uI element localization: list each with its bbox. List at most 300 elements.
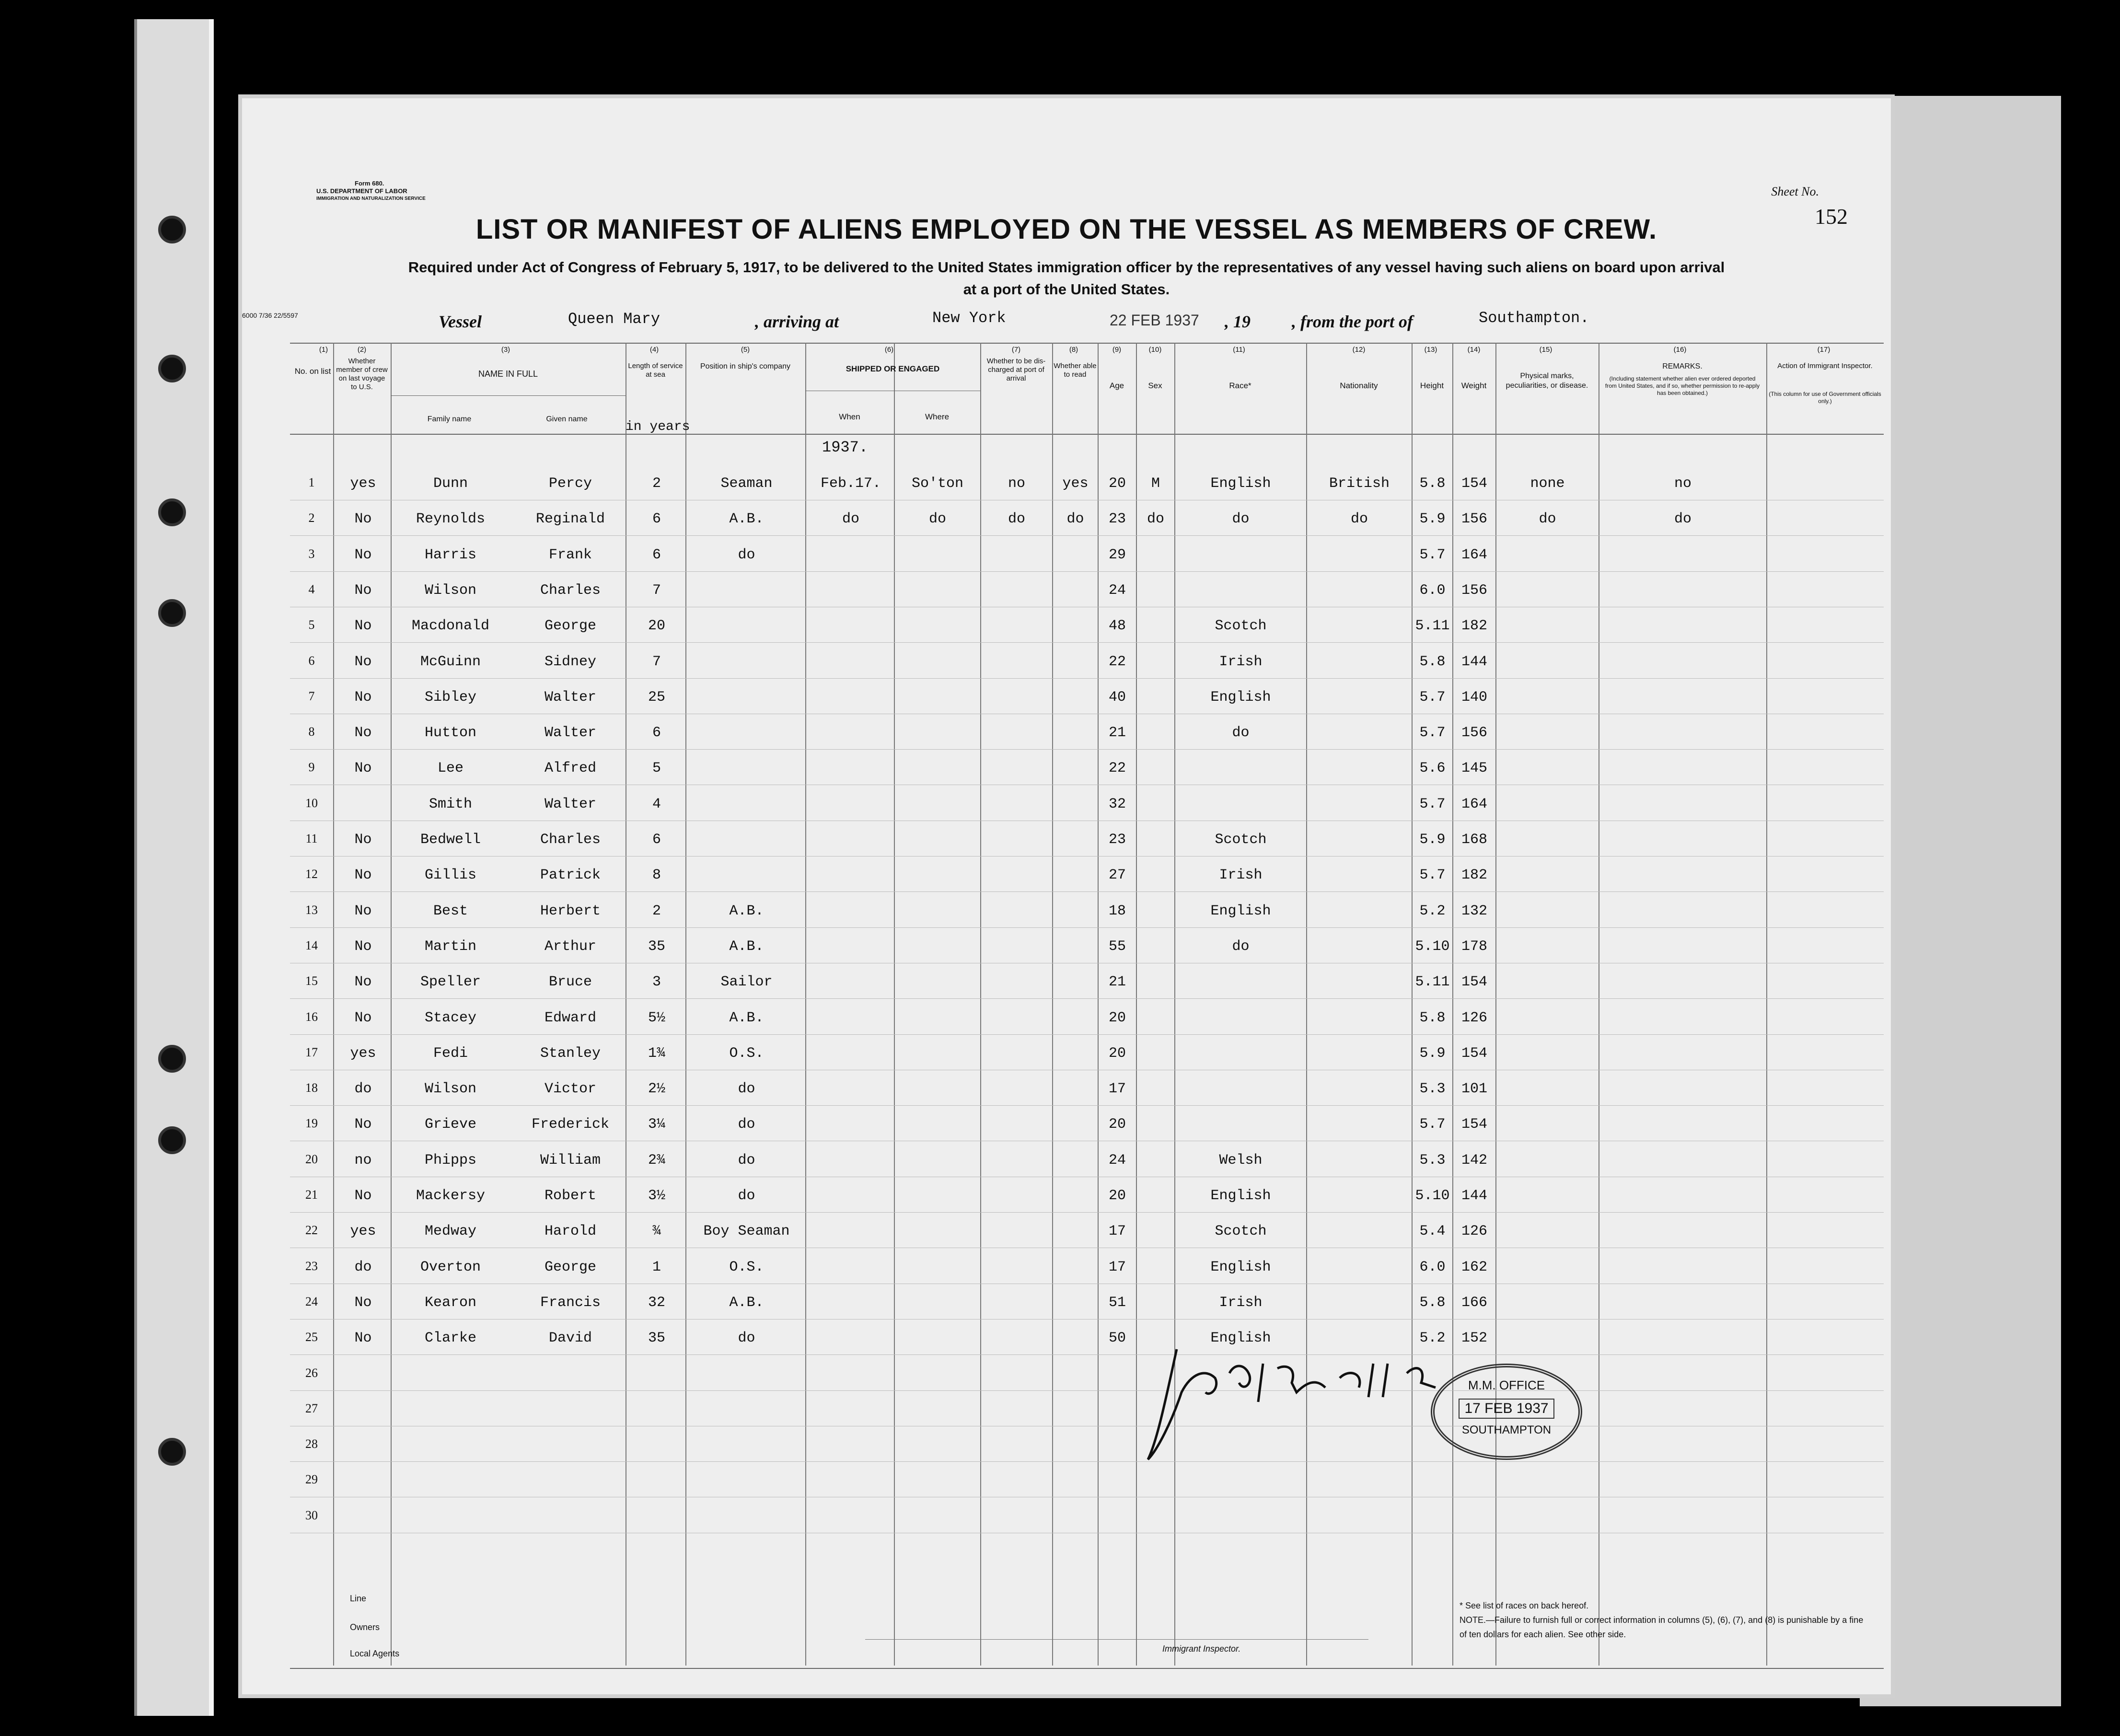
height-cell: 5.7 xyxy=(1419,546,1446,563)
weight-cell: 132 xyxy=(1461,903,1487,919)
prev-voyage-cell: No xyxy=(354,1009,372,1026)
table-row xyxy=(290,1284,1884,1319)
weight-cell: 145 xyxy=(1461,760,1487,777)
row-number-cell: 25 xyxy=(305,1330,318,1344)
col-header-sex: Sex xyxy=(1148,381,1162,390)
height-cell: 6.0 xyxy=(1419,582,1446,599)
row-number-cell: 14 xyxy=(305,938,318,952)
row-number-cell: 3 xyxy=(308,546,315,561)
age-cell: 22 xyxy=(1108,760,1126,777)
table-row xyxy=(290,1035,1884,1070)
weight-cell: 154 xyxy=(1461,475,1487,492)
race-cell: do xyxy=(1232,725,1250,741)
shipped-when-cell: Feb.17. xyxy=(820,475,881,492)
table-row xyxy=(290,1391,1884,1426)
height-cell: 5.2 xyxy=(1419,903,1446,919)
weight-cell: 178 xyxy=(1461,938,1487,955)
prev-voyage-cell: yes xyxy=(350,1223,376,1240)
prev-voyage-cell: No xyxy=(354,582,372,599)
service-length-cell: 6 xyxy=(652,832,661,848)
table-row xyxy=(290,536,1884,572)
given-name-cell: Walter xyxy=(544,725,597,741)
given-name-cell: Robert xyxy=(544,1188,597,1204)
race-cell: Scotch xyxy=(1215,832,1267,848)
table-row xyxy=(290,1462,1884,1497)
age-cell: 55 xyxy=(1108,938,1126,955)
height-cell: 5.9 xyxy=(1419,832,1446,848)
prev-voyage-cell: No xyxy=(354,546,372,563)
col-header-where: Where xyxy=(925,412,950,421)
weight-cell: 154 xyxy=(1461,974,1487,991)
row-number-cell: 11 xyxy=(305,832,318,845)
given-name-cell: Reginald xyxy=(535,511,605,528)
race-cell: do xyxy=(1232,511,1250,528)
weight-cell: 164 xyxy=(1461,546,1487,563)
prev-voyage-cell: No xyxy=(354,689,372,706)
age-cell: 23 xyxy=(1108,511,1126,528)
stamp-date: 17 FEB 1937 xyxy=(1459,1399,1554,1419)
prev-voyage-cell: do xyxy=(354,1081,372,1098)
table-row xyxy=(290,1106,1884,1141)
height-cell: 5.7 xyxy=(1419,867,1446,884)
race-cell: Irish xyxy=(1219,1294,1263,1311)
family-name-cell: Reynolds xyxy=(416,511,486,528)
table-row xyxy=(290,928,1884,963)
weight-cell: 144 xyxy=(1461,653,1487,670)
family-name-cell: Speller xyxy=(420,974,481,991)
service-length-cell: 6 xyxy=(652,511,661,528)
position-cell: do xyxy=(738,546,755,563)
form-header xyxy=(316,180,426,203)
position-cell: A.B. xyxy=(729,1009,764,1026)
row-number-cell: 13 xyxy=(305,903,318,917)
position-cell: Boy Seaman xyxy=(703,1223,790,1240)
weight-cell: 152 xyxy=(1461,1330,1487,1347)
given-name-cell: George xyxy=(544,618,597,635)
position-cell: do xyxy=(738,1330,755,1347)
age-cell: 17 xyxy=(1108,1223,1126,1240)
height-cell: 5.8 xyxy=(1419,653,1446,670)
weight-cell: 162 xyxy=(1461,1259,1487,1275)
footer-notes xyxy=(1460,1598,1867,1642)
age-cell: 24 xyxy=(1108,582,1126,599)
family-name-cell: Mackersy xyxy=(416,1188,486,1204)
col-num-8: (8) xyxy=(1069,346,1078,354)
service-length-cell: 35 xyxy=(648,938,665,955)
given-name-cell: Frank xyxy=(548,546,592,563)
position-cell: A.B. xyxy=(729,938,764,955)
family-name-cell: Martin xyxy=(424,938,477,955)
table-row xyxy=(290,500,1884,536)
row-number-cell: 17 xyxy=(305,1045,318,1059)
family-name-cell: Bedwell xyxy=(420,832,481,848)
shipped-where-cell: do xyxy=(928,511,946,528)
height-cell: 5.7 xyxy=(1419,689,1446,706)
col-header-prev-voyage: Whether member of crew on last voyage to U.S. xyxy=(336,357,388,391)
service-length-cell: ¾ xyxy=(652,1223,661,1240)
position-cell: A.B. xyxy=(729,511,764,528)
col-num-7: (7) xyxy=(1011,346,1021,354)
table-row xyxy=(290,999,1884,1035)
row-number-cell: 6 xyxy=(308,653,315,668)
service-length-cell: 3 xyxy=(652,974,661,991)
service-length-cell: 2¾ xyxy=(648,1152,665,1169)
sex-cell: M xyxy=(1151,475,1160,492)
in-years-note: in years xyxy=(626,419,690,434)
crew-table xyxy=(290,343,1884,1666)
table-row xyxy=(290,892,1884,928)
col-header-marks: Physical marks, peculiarities, or disease. xyxy=(1506,372,1588,390)
race-cell: English xyxy=(1210,475,1271,492)
height-cell: 5.10 xyxy=(1415,938,1450,955)
race-cell: Scotch xyxy=(1215,1223,1267,1240)
row-number-cell: 1 xyxy=(308,475,315,489)
physical-marks-cell: do xyxy=(1539,511,1556,528)
table-row xyxy=(290,1498,1884,1533)
age-cell: 23 xyxy=(1108,832,1126,848)
nationality-cell: British xyxy=(1329,475,1390,492)
given-name-cell: Patrick xyxy=(540,867,601,884)
discharged-cell: do xyxy=(1008,511,1025,528)
weight-cell: 144 xyxy=(1461,1188,1487,1204)
height-cell: 5.10 xyxy=(1415,1188,1450,1204)
col-header-read: Whether able to read xyxy=(1054,362,1097,379)
position-cell: O.S. xyxy=(729,1045,764,1062)
service-length-cell: 1 xyxy=(652,1259,661,1275)
service-length-cell: 6 xyxy=(652,546,661,563)
position-cell: Sailor xyxy=(720,974,773,991)
height-cell: 5.7 xyxy=(1419,725,1446,741)
col-num-1: (1) xyxy=(319,346,328,354)
given-name-cell: David xyxy=(548,1330,592,1347)
binder-hole xyxy=(158,599,186,627)
service-length-cell: 2 xyxy=(652,903,661,919)
family-name-cell: Clarke xyxy=(424,1330,477,1347)
service-length-cell: 4 xyxy=(652,796,661,812)
age-cell: 21 xyxy=(1108,974,1126,991)
sex-cell: do xyxy=(1147,511,1164,528)
print-code: 6000 7/36 22/5597 xyxy=(242,312,298,319)
height-cell: 5.3 xyxy=(1419,1152,1446,1169)
family-name-cell: Lee xyxy=(437,760,463,777)
col-header-name: NAME IN FULL xyxy=(478,369,538,379)
race-cell: English xyxy=(1210,903,1271,919)
service-length-cell: 6 xyxy=(652,725,661,741)
prev-voyage-cell: No xyxy=(354,618,372,635)
binder-hole xyxy=(158,498,186,526)
arrival-port: New York xyxy=(932,309,1006,327)
age-cell: 48 xyxy=(1108,618,1126,635)
given-name-cell: Alfred xyxy=(544,760,597,777)
given-name-cell: William xyxy=(540,1152,601,1169)
height-cell: 5.9 xyxy=(1419,1045,1446,1062)
weight-cell: 168 xyxy=(1461,832,1487,848)
departure-port: Southampton. xyxy=(1479,309,1589,327)
age-cell: 22 xyxy=(1108,653,1126,670)
sheet-number: 152 xyxy=(1815,204,1848,229)
binder-hole xyxy=(158,1438,186,1466)
age-cell: 32 xyxy=(1108,796,1126,812)
table-row xyxy=(290,1426,1884,1462)
col-header-action: Action of Immigrant Inspector. xyxy=(1777,362,1873,370)
given-name-cell: Walter xyxy=(544,689,597,706)
row-number-cell: 29 xyxy=(305,1472,318,1487)
col-num-17: (17) xyxy=(1817,346,1830,354)
age-cell: 20 xyxy=(1108,1116,1126,1133)
col-num-16: (16) xyxy=(1673,346,1687,354)
table-row xyxy=(290,607,1884,643)
position-cell: do xyxy=(738,1116,755,1133)
fine-note: NOTE.—Failure to furnish full or correct information in columns (5), (6), (7), and (8) is punishable by a fine of ten dollars for each alien. See other side. xyxy=(1460,1615,1864,1639)
race-cell: Irish xyxy=(1219,653,1263,670)
position-cell: O.S. xyxy=(729,1259,764,1275)
binder-hole xyxy=(158,1045,186,1073)
table-row xyxy=(290,963,1884,999)
shipped-when-cell: do xyxy=(842,511,859,528)
height-cell: 5.7 xyxy=(1419,1116,1446,1133)
position-cell: do xyxy=(738,1081,755,1098)
age-cell: 17 xyxy=(1108,1081,1126,1098)
position-cell: do xyxy=(738,1152,755,1169)
service-length-cell: 35 xyxy=(648,1330,665,1347)
family-name-cell: McGuinn xyxy=(420,653,481,670)
table-row xyxy=(290,1070,1884,1106)
col-num-2: (2) xyxy=(357,346,367,354)
height-cell: 5.2 xyxy=(1419,1330,1446,1347)
row-number-cell: 22 xyxy=(305,1223,318,1238)
row-number-cell: 12 xyxy=(305,867,318,881)
col-num-3: (3) xyxy=(501,346,510,354)
given-name-cell: Sidney xyxy=(544,653,597,670)
weight-cell: 156 xyxy=(1461,511,1487,528)
age-cell: 18 xyxy=(1108,903,1126,919)
row-number-cell: 19 xyxy=(305,1116,318,1131)
race-cell: English xyxy=(1210,1188,1271,1204)
row-number-cell: 5 xyxy=(308,618,315,632)
family-name-cell: Wilson xyxy=(424,1081,477,1098)
race-cell: do xyxy=(1232,938,1250,955)
row-number-cell: 20 xyxy=(305,1152,318,1166)
stamp-bottom: SOUTHAMPTON xyxy=(1461,1424,1552,1436)
height-cell: 5.11 xyxy=(1415,974,1450,991)
given-name-cell: Charles xyxy=(540,832,601,848)
prev-voyage-cell: No xyxy=(354,1294,372,1311)
position-cell: A.B. xyxy=(729,1294,764,1311)
col-header-no: No. on list xyxy=(294,367,331,376)
row-number-cell: 18 xyxy=(305,1081,318,1095)
table-row xyxy=(290,856,1884,892)
given-name-cell: Harold xyxy=(544,1223,597,1240)
service: IMMIGRATION AND NATURALIZATION SERVICE xyxy=(316,196,426,201)
weight-cell: 166 xyxy=(1461,1294,1487,1311)
prev-voyage-cell: No xyxy=(354,1116,372,1133)
col-num-12: (12) xyxy=(1352,346,1366,354)
row-number-cell: 15 xyxy=(305,974,318,988)
given-name-cell: Percy xyxy=(548,475,592,492)
family-name-cell: Phipps xyxy=(424,1152,477,1169)
age-cell: 24 xyxy=(1108,1152,1126,1169)
table-row xyxy=(290,1142,1884,1177)
race-cell: English xyxy=(1210,1330,1271,1347)
col-num-11: (11) xyxy=(1233,346,1245,354)
weight-cell: 182 xyxy=(1461,867,1487,884)
sheet-number-label: Sheet No. xyxy=(1771,185,1819,198)
col-header-age: Age xyxy=(1109,381,1124,390)
table-row xyxy=(290,679,1884,714)
given-name-cell: Francis xyxy=(540,1294,601,1311)
table-row xyxy=(290,643,1884,679)
given-name-cell: Frederick xyxy=(531,1116,610,1133)
family-name-cell: Grieve xyxy=(424,1116,477,1133)
row-number-cell: 8 xyxy=(308,725,315,739)
race-cell: Irish xyxy=(1219,867,1263,884)
col-header-remarks: REMARKS. xyxy=(1662,362,1703,370)
arrival-date-stamp: 22 FEB 1937 xyxy=(1110,312,1199,329)
service-length-cell: 7 xyxy=(652,653,661,670)
weight-cell: 156 xyxy=(1461,725,1487,741)
able-to-read-cell: do xyxy=(1066,511,1084,528)
race-cell: Scotch xyxy=(1215,618,1267,635)
age-cell: 50 xyxy=(1108,1330,1126,1347)
row-number-cell: 23 xyxy=(305,1259,318,1273)
form-number: Form 680. xyxy=(355,180,384,187)
service-length-cell: 8 xyxy=(652,867,661,884)
col-num-10: (10) xyxy=(1148,346,1162,354)
prev-voyage-cell: No xyxy=(354,938,372,955)
age-cell: 40 xyxy=(1108,689,1126,706)
row-number-cell: 30 xyxy=(305,1508,318,1522)
given-name-cell: Arthur xyxy=(544,938,597,955)
department: U.S. DEPARTMENT OF LABOR xyxy=(316,187,407,195)
manifest-sheet xyxy=(242,98,1891,1694)
table-row xyxy=(290,1319,1884,1355)
weight-cell: 126 xyxy=(1461,1223,1487,1240)
table-row xyxy=(290,786,1884,821)
row-number-cell: 24 xyxy=(305,1294,318,1308)
service-length-cell: 20 xyxy=(648,618,665,635)
height-cell: 5.8 xyxy=(1419,1009,1446,1026)
race-cell: Welsh xyxy=(1219,1152,1263,1169)
binder-hole xyxy=(158,216,186,243)
table-row xyxy=(290,714,1884,750)
page-subtitle: Required under Act of Congress of February 5, 1917, to be delivered to the United States immigration officer by the representatives of any vessel having such aliens on board upon arrival at a port of the United States. xyxy=(408,259,1725,298)
col-num-13: (13) xyxy=(1424,346,1437,354)
service-length-cell: 25 xyxy=(648,689,665,706)
row-number-cell: 21 xyxy=(305,1188,318,1202)
prev-voyage-cell: No xyxy=(354,867,372,884)
row-number-cell: 4 xyxy=(308,582,315,596)
prev-voyage-cell: yes xyxy=(350,1045,376,1062)
family-name-cell: Stacey xyxy=(424,1009,477,1026)
footer-agents-label: Local Agents xyxy=(350,1649,400,1658)
row-number-cell: 27 xyxy=(305,1401,318,1415)
given-name-cell: Charles xyxy=(540,582,601,599)
given-name-cell: Edward xyxy=(544,1009,597,1026)
col-header-discharged: Whether to be dis-charged at port of arrival xyxy=(986,357,1046,382)
stamp-top: M.M. OFFICE xyxy=(1468,1378,1545,1392)
prev-voyage-cell: do xyxy=(354,1259,372,1275)
weight-cell: 164 xyxy=(1461,796,1487,812)
given-name-cell: George xyxy=(544,1259,597,1275)
col-header-race: Race* xyxy=(1229,381,1251,390)
height-cell: 6.0 xyxy=(1419,1259,1446,1275)
position-cell: Seaman xyxy=(720,475,773,492)
prev-voyage-cell: No xyxy=(354,832,372,848)
service-length-cell: 2½ xyxy=(648,1081,665,1098)
service-length-cell: 3¼ xyxy=(648,1116,665,1133)
year-entry: 1937. xyxy=(822,439,869,456)
binder-hole xyxy=(158,355,186,382)
col-num-9: (9) xyxy=(1112,346,1122,354)
family-name-cell: Hutton xyxy=(424,725,477,741)
col-header-weight: Weight xyxy=(1461,381,1487,390)
weight-cell: 182 xyxy=(1461,618,1487,635)
height-cell: 5.4 xyxy=(1419,1223,1446,1240)
col-header-shipped: SHIPPED OR ENGAGED xyxy=(846,364,940,373)
service-length-cell: 1¾ xyxy=(648,1045,665,1062)
physical-marks-cell: none xyxy=(1530,475,1565,492)
footer-owners-label: Owners xyxy=(350,1622,380,1632)
given-name-cell: Bruce xyxy=(548,974,592,991)
col-num-5: (5) xyxy=(741,346,750,354)
remarks-cell: do xyxy=(1674,511,1691,528)
family-name-cell: Best xyxy=(433,903,468,919)
row-number-cell: 28 xyxy=(305,1437,318,1451)
race-cell: English xyxy=(1210,689,1271,706)
prev-voyage-cell: yes xyxy=(350,475,376,492)
row-number-cell: 7 xyxy=(308,689,315,703)
shipped-where-cell: So'ton xyxy=(911,475,964,492)
row-number-cell: 16 xyxy=(305,1009,318,1024)
prev-voyage-cell: No xyxy=(354,511,372,528)
service-length-cell: 5 xyxy=(652,760,661,777)
nationality-cell: do xyxy=(1350,511,1368,528)
weight-cell: 156 xyxy=(1461,582,1487,599)
col-header-height: Height xyxy=(1420,381,1444,390)
height-cell: 5.8 xyxy=(1419,1294,1446,1311)
action-note: (This column for use of Government officials only.) xyxy=(1769,391,1881,405)
age-cell: 51 xyxy=(1108,1294,1126,1311)
prev-voyage-cell: No xyxy=(354,653,372,670)
discharged-cell: no xyxy=(1008,475,1025,492)
immigrant-inspector-label: Immigrant Inspector. xyxy=(1162,1644,1241,1654)
family-name-cell: Fedi xyxy=(433,1045,468,1062)
page-title: LIST OR MANIFEST OF ALIENS EMPLOYED ON THE VESSEL AS MEMBERS OF CREW. xyxy=(475,214,1657,245)
service-length-cell: 3½ xyxy=(648,1188,665,1204)
remarks-cell: no xyxy=(1674,475,1691,492)
height-cell: 5.7 xyxy=(1419,796,1446,812)
table-row xyxy=(290,1177,1884,1213)
race-cell: English xyxy=(1210,1259,1271,1275)
year-label: , 19 xyxy=(1225,312,1251,331)
age-cell: 20 xyxy=(1108,1188,1126,1204)
height-cell: 5.8 xyxy=(1419,475,1446,492)
family-name-cell: Kearon xyxy=(424,1294,477,1311)
col-num-6: (6) xyxy=(884,346,894,354)
given-name-cell: Herbert xyxy=(540,903,601,919)
table-row xyxy=(290,1213,1884,1248)
age-cell: 17 xyxy=(1108,1259,1126,1275)
given-name-cell: Victor xyxy=(544,1081,597,1098)
inspector-signature xyxy=(1138,1335,1474,1479)
table-row xyxy=(290,572,1884,607)
table-row xyxy=(290,465,1884,500)
arriving-label: , arriving at xyxy=(755,312,839,331)
height-cell: 5.11 xyxy=(1415,618,1450,635)
row-number-cell: 9 xyxy=(308,760,315,775)
footer-line-label: Line xyxy=(350,1594,367,1603)
row-number-cell: 10 xyxy=(305,796,318,810)
